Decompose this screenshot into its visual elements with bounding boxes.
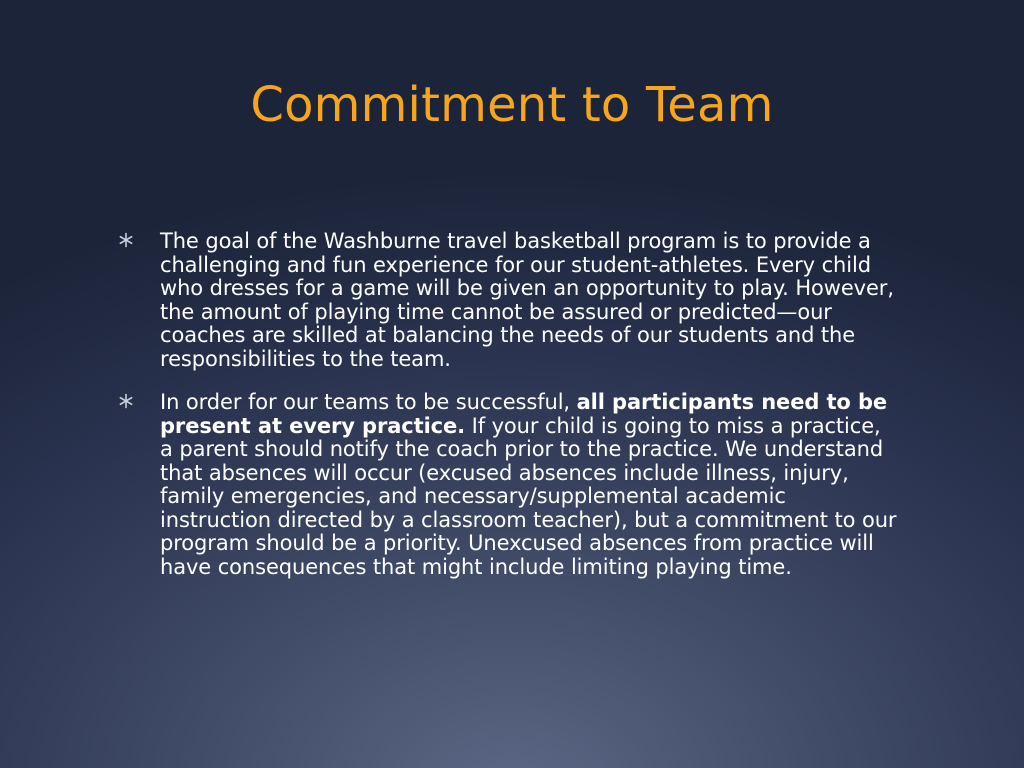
bullet-text [160,391,898,579]
bullet-item [118,391,898,579]
bullet-text: The goal of the Washburne travel basketball program is to provide a challenging and fun experience for our student-athletes. Every child who dresses for a game will be given an opportunity to play. However, the amount of playing time cannot be assured or predicted—our coaches are skilled at balancing the needs of our students and the responsibilities to the team. [160,229,894,371]
slide-title: Commitment to Team [250,77,774,133]
bullet-list [118,230,898,599]
asterisk-icon [118,232,142,256]
bullet-text-lead: In order for our teams to be successful, [160,390,577,414]
asterisk-icon [118,393,142,417]
bullet-item [118,230,898,371]
bullet-text-rest: If your child is going to miss a practice, a parent should notify the coach prior to the practice. We understand that absences will occur (excused absences include illness, injury, family emergencies, and necessary/supplemental academic instruction directed by a classroom teacher), but a commitment to our program should be a priority. Unexcused absences from practice will have consequences that might include limiting playing time. [160,413,897,579]
bullet-text-emphasis: all participants need to be present at every practice. [160,390,888,438]
